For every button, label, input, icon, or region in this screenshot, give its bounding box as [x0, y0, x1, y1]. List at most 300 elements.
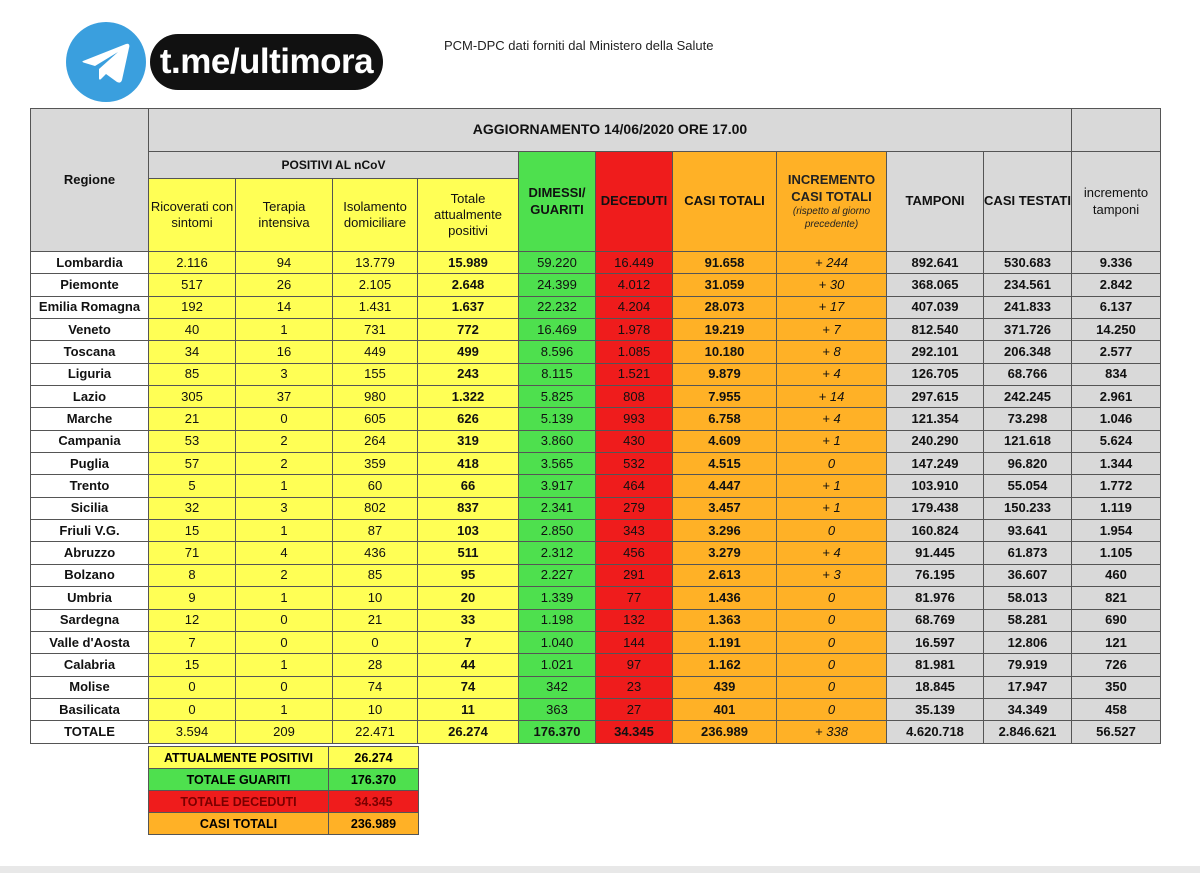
summary-value: 236.989	[329, 813, 419, 835]
table-row	[31, 520, 1161, 542]
cell-terapia: 37	[236, 386, 333, 408]
cell-tamponi: 407.039	[887, 296, 984, 318]
cell-casi: 3.457	[673, 497, 777, 519]
cell-casi: 1.162	[673, 654, 777, 676]
cell-incremento: + 1	[777, 475, 887, 497]
cell-totale: 772	[418, 319, 519, 341]
header-incremento	[777, 152, 887, 252]
cell-guariti: 5.825	[519, 386, 596, 408]
cell-ricoverati: 71	[149, 542, 236, 564]
cell-ricoverati: 57	[149, 453, 236, 475]
cell-inc-tamponi: 9.336	[1072, 252, 1161, 274]
cell-inc-tamponi: 1.119	[1072, 497, 1161, 519]
cell-ricoverati: 15	[149, 520, 236, 542]
cell-terapia: 26	[236, 274, 333, 296]
cell-terapia: 3	[236, 497, 333, 519]
cell-casi: 1.191	[673, 631, 777, 653]
cell-inc-tamponi: 2.577	[1072, 341, 1161, 363]
cell-testati: 371.726	[984, 319, 1072, 341]
cell-testati: 206.348	[984, 341, 1072, 363]
cell-totale: 20	[418, 587, 519, 609]
header-terapia: Terapia intensiva	[236, 179, 333, 252]
cell-regione: Piemonte	[31, 274, 149, 296]
cell-inc-tamponi: 56.527	[1072, 721, 1161, 743]
cell-totale: 1.637	[418, 296, 519, 318]
covid-data-table	[30, 108, 1161, 744]
cell-terapia: 3	[236, 363, 333, 385]
cell-terapia: 16	[236, 341, 333, 363]
cell-casi: 2.613	[673, 564, 777, 586]
cell-tamponi: 35.139	[887, 698, 984, 720]
cell-guariti: 1.040	[519, 631, 596, 653]
cell-deceduti: 532	[596, 453, 673, 475]
cell-incremento: 0	[777, 453, 887, 475]
cell-terapia: 1	[236, 475, 333, 497]
table-row	[31, 274, 1161, 296]
cell-totale: 26.274	[418, 721, 519, 743]
cell-casi: 10.180	[673, 341, 777, 363]
cell-testati: 530.683	[984, 252, 1072, 274]
cell-casi: 3.296	[673, 520, 777, 542]
cell-tamponi: 812.540	[887, 319, 984, 341]
cell-testati: 58.281	[984, 609, 1072, 631]
summary-label: TOTALE GUARITI	[149, 769, 329, 791]
cell-testati: 150.233	[984, 497, 1072, 519]
cell-deceduti: 808	[596, 386, 673, 408]
cell-testati: 36.607	[984, 564, 1072, 586]
cell-guariti: 5.139	[519, 408, 596, 430]
cell-regione: Campania	[31, 430, 149, 452]
cell-regione: Lazio	[31, 386, 149, 408]
cell-ricoverati: 7	[149, 631, 236, 653]
cell-ricoverati: 0	[149, 676, 236, 698]
cell-regione: Sardegna	[31, 609, 149, 631]
header-incremento-label: INCREMENTO CASI TOTALI	[787, 172, 876, 204]
cell-totale: 74	[418, 676, 519, 698]
cell-guariti: 342	[519, 676, 596, 698]
cell-regione: Marche	[31, 408, 149, 430]
header-deceduti: DECEDUTI	[596, 152, 673, 252]
cell-inc-tamponi: 460	[1072, 564, 1161, 586]
table-row	[31, 386, 1161, 408]
cell-testati: 96.820	[984, 453, 1072, 475]
cell-casi: 439	[673, 676, 777, 698]
cell-isolamento: 155	[333, 363, 418, 385]
cell-inc-tamponi: 458	[1072, 698, 1161, 720]
cell-guariti: 24.399	[519, 274, 596, 296]
cell-inc-tamponi: 690	[1072, 609, 1161, 631]
cell-deceduti: 144	[596, 631, 673, 653]
cell-totale: 33	[418, 609, 519, 631]
cell-deceduti: 291	[596, 564, 673, 586]
cell-testati: 73.298	[984, 408, 1072, 430]
cell-isolamento: 87	[333, 520, 418, 542]
cell-incremento: + 4	[777, 363, 887, 385]
cell-regione: Puglia	[31, 453, 149, 475]
cell-isolamento: 605	[333, 408, 418, 430]
header-totale-positivi: Totale attualmente positivi	[418, 179, 519, 252]
cell-isolamento: 60	[333, 475, 418, 497]
cell-tamponi: 68.769	[887, 609, 984, 631]
cell-totale: 626	[418, 408, 519, 430]
header-casi-testati: CASI TESTATI	[984, 152, 1072, 252]
table-row	[31, 721, 1161, 743]
cell-casi: 6.758	[673, 408, 777, 430]
cell-regione: Molise	[31, 676, 149, 698]
cell-ricoverati: 3.594	[149, 721, 236, 743]
cell-terapia: 2	[236, 453, 333, 475]
cell-incremento: + 338	[777, 721, 887, 743]
cell-isolamento: 22.471	[333, 721, 418, 743]
cell-guariti: 1.198	[519, 609, 596, 631]
cell-regione: Calabria	[31, 654, 149, 676]
cell-inc-tamponi: 14.250	[1072, 319, 1161, 341]
cell-deceduti: 993	[596, 408, 673, 430]
cell-ricoverati: 32	[149, 497, 236, 519]
cell-ricoverati: 12	[149, 609, 236, 631]
cell-totale: 66	[418, 475, 519, 497]
table-title: AGGIORNAMENTO 14/06/2020 ORE 17.00	[149, 109, 1072, 152]
cell-totale: 418	[418, 453, 519, 475]
cell-terapia: 1	[236, 587, 333, 609]
cell-terapia: 94	[236, 252, 333, 274]
cell-incremento: + 17	[777, 296, 887, 318]
cell-totale: 11	[418, 698, 519, 720]
cell-totale: 103	[418, 520, 519, 542]
cell-casi: 1.363	[673, 609, 777, 631]
header-dimessi: DIMESSI/ GUARITI	[519, 152, 596, 252]
cell-inc-tamponi: 121	[1072, 631, 1161, 653]
cell-testati: 58.013	[984, 587, 1072, 609]
table-row	[31, 698, 1161, 720]
cell-testati: 121.618	[984, 430, 1072, 452]
header-positivi-group: POSITIVI AL nCoV	[149, 152, 519, 179]
table-row	[31, 542, 1161, 564]
cell-casi: 9.879	[673, 363, 777, 385]
cell-guariti: 363	[519, 698, 596, 720]
cell-incremento: + 4	[777, 408, 887, 430]
summary-value: 26.274	[329, 747, 419, 769]
cell-guariti: 8.596	[519, 341, 596, 363]
cell-terapia: 0	[236, 631, 333, 653]
cell-inc-tamponi: 1.772	[1072, 475, 1161, 497]
cell-inc-tamponi: 350	[1072, 676, 1161, 698]
cell-regione: Abruzzo	[31, 542, 149, 564]
cell-ricoverati: 21	[149, 408, 236, 430]
cell-guariti: 8.115	[519, 363, 596, 385]
summary-table	[148, 746, 419, 835]
cell-tamponi: 81.976	[887, 587, 984, 609]
cell-totale: 2.648	[418, 274, 519, 296]
cell-tamponi: 81.981	[887, 654, 984, 676]
table-row	[31, 453, 1161, 475]
cell-totale: 95	[418, 564, 519, 586]
cell-tamponi: 103.910	[887, 475, 984, 497]
header-incremento-note: (rispetto al giorno precedente)	[792, 205, 871, 230]
cell-guariti: 2.850	[519, 520, 596, 542]
header-casi-totali: CASI TOTALI	[673, 152, 777, 252]
cell-testati: 93.641	[984, 520, 1072, 542]
cell-casi: 19.219	[673, 319, 777, 341]
cell-totale: 499	[418, 341, 519, 363]
cell-inc-tamponi: 2.842	[1072, 274, 1161, 296]
data-source: PCM-DPC dati forniti dal Ministero della Salute	[444, 38, 714, 53]
cell-totale: 319	[418, 430, 519, 452]
cell-testati: 34.349	[984, 698, 1072, 720]
cell-testati: 2.846.621	[984, 721, 1072, 743]
cell-deceduti: 16.449	[596, 252, 673, 274]
header-incremento-tamponi-label: incremento tamponi	[1083, 185, 1149, 217]
cell-isolamento: 85	[333, 564, 418, 586]
header-tamponi: TAMPONI	[887, 152, 984, 252]
cell-regione: Lombardia	[31, 252, 149, 274]
cell-terapia: 2	[236, 430, 333, 452]
table-row	[31, 408, 1161, 430]
summary-value: 34.345	[329, 791, 419, 813]
cell-deceduti: 1.521	[596, 363, 673, 385]
cell-terapia: 1	[236, 698, 333, 720]
cell-testati: 12.806	[984, 631, 1072, 653]
table-row	[31, 676, 1161, 698]
cell-casi: 4.515	[673, 453, 777, 475]
cell-tamponi: 91.445	[887, 542, 984, 564]
cell-tamponi: 292.101	[887, 341, 984, 363]
table-row	[31, 319, 1161, 341]
table-row	[31, 654, 1161, 676]
cell-tamponi: 16.597	[887, 631, 984, 653]
cell-deceduti: 279	[596, 497, 673, 519]
cell-ricoverati: 305	[149, 386, 236, 408]
cell-regione: Toscana	[31, 341, 149, 363]
cell-isolamento: 28	[333, 654, 418, 676]
cell-inc-tamponi: 1.105	[1072, 542, 1161, 564]
cell-deceduti: 132	[596, 609, 673, 631]
cell-testati: 79.919	[984, 654, 1072, 676]
cell-incremento: 0	[777, 676, 887, 698]
cell-inc-tamponi: 1.954	[1072, 520, 1161, 542]
cell-deceduti: 343	[596, 520, 673, 542]
summary-label: ATTUALMENTE POSITIVI	[149, 747, 329, 769]
cell-deceduti: 464	[596, 475, 673, 497]
header-incremento-tamponi	[1072, 152, 1161, 252]
cell-tamponi: 4.620.718	[887, 721, 984, 743]
header-regione: Regione	[31, 109, 149, 252]
header-ricoverati: Ricoverati con sintomi	[149, 179, 236, 252]
cell-incremento: + 4	[777, 542, 887, 564]
cell-guariti: 3.917	[519, 475, 596, 497]
cell-regione: Liguria	[31, 363, 149, 385]
cell-incremento: + 7	[777, 319, 887, 341]
cell-tamponi: 179.438	[887, 497, 984, 519]
cell-regione: Basilicata	[31, 698, 149, 720]
cell-totale: 7	[418, 631, 519, 653]
cell-ricoverati: 15	[149, 654, 236, 676]
cell-casi: 4.447	[673, 475, 777, 497]
cell-ricoverati: 85	[149, 363, 236, 385]
cell-terapia: 1	[236, 654, 333, 676]
cell-guariti: 2.312	[519, 542, 596, 564]
cell-incremento: + 1	[777, 497, 887, 519]
cell-inc-tamponi: 834	[1072, 363, 1161, 385]
cell-casi: 3.279	[673, 542, 777, 564]
cell-deceduti: 1.978	[596, 319, 673, 341]
cell-terapia: 209	[236, 721, 333, 743]
cell-inc-tamponi: 821	[1072, 587, 1161, 609]
cell-deceduti: 77	[596, 587, 673, 609]
cell-guariti: 3.565	[519, 453, 596, 475]
cell-terapia: 4	[236, 542, 333, 564]
cell-inc-tamponi: 726	[1072, 654, 1161, 676]
cell-isolamento: 10	[333, 698, 418, 720]
cell-incremento: 0	[777, 698, 887, 720]
cell-regione: Sicilia	[31, 497, 149, 519]
table-row	[31, 609, 1161, 631]
cell-regione: Valle d'Aosta	[31, 631, 149, 653]
cell-isolamento: 74	[333, 676, 418, 698]
cell-terapia: 1	[236, 319, 333, 341]
cell-incremento: + 3	[777, 564, 887, 586]
cell-deceduti: 430	[596, 430, 673, 452]
cell-inc-tamponi: 5.624	[1072, 430, 1161, 452]
header-blank	[1072, 109, 1161, 152]
cell-inc-tamponi: 2.961	[1072, 386, 1161, 408]
cell-ricoverati: 8	[149, 564, 236, 586]
cell-terapia: 14	[236, 296, 333, 318]
cell-casi: 7.955	[673, 386, 777, 408]
cell-guariti: 22.232	[519, 296, 596, 318]
cell-isolamento: 449	[333, 341, 418, 363]
cell-casi: 401	[673, 698, 777, 720]
bottom-strip	[0, 866, 1200, 873]
cell-guariti: 2.227	[519, 564, 596, 586]
cell-totale: 15.989	[418, 252, 519, 274]
cell-testati: 68.766	[984, 363, 1072, 385]
cell-regione: Emilia Romagna	[31, 296, 149, 318]
cell-isolamento: 436	[333, 542, 418, 564]
cell-isolamento: 0	[333, 631, 418, 653]
cell-isolamento: 1.431	[333, 296, 418, 318]
cell-incremento: 0	[777, 520, 887, 542]
cell-incremento: 0	[777, 609, 887, 631]
cell-ricoverati: 5	[149, 475, 236, 497]
cell-testati: 17.947	[984, 676, 1072, 698]
cell-tamponi: 160.824	[887, 520, 984, 542]
cell-totale: 511	[418, 542, 519, 564]
cell-totale: 1.322	[418, 386, 519, 408]
cell-ricoverati: 40	[149, 319, 236, 341]
cell-regione: Umbria	[31, 587, 149, 609]
table-row	[31, 430, 1161, 452]
cell-ricoverati: 2.116	[149, 252, 236, 274]
cell-tamponi: 240.290	[887, 430, 984, 452]
cell-isolamento: 10	[333, 587, 418, 609]
cell-guariti: 1.021	[519, 654, 596, 676]
cell-deceduti: 27	[596, 698, 673, 720]
summary-label: CASI TOTALI	[149, 813, 329, 835]
cell-ricoverati: 34	[149, 341, 236, 363]
cell-testati: 234.561	[984, 274, 1072, 296]
cell-incremento: 0	[777, 631, 887, 653]
channel-logo-text[interactable]: t.me/ultimora	[150, 34, 383, 90]
table-row	[31, 296, 1161, 318]
cell-deceduti: 4.012	[596, 274, 673, 296]
cell-inc-tamponi: 1.344	[1072, 453, 1161, 475]
cell-incremento: + 1	[777, 430, 887, 452]
cell-terapia: 0	[236, 408, 333, 430]
cell-regione: Trento	[31, 475, 149, 497]
cell-casi: 91.658	[673, 252, 777, 274]
cell-casi: 31.059	[673, 274, 777, 296]
summary-label: TOTALE DECEDUTI	[149, 791, 329, 813]
cell-guariti: 3.860	[519, 430, 596, 452]
cell-isolamento: 802	[333, 497, 418, 519]
summary-value: 176.370	[329, 769, 419, 791]
cell-incremento: 0	[777, 654, 887, 676]
cell-tamponi: 126.705	[887, 363, 984, 385]
cell-ricoverati: 9	[149, 587, 236, 609]
cell-ricoverati: 53	[149, 430, 236, 452]
telegram-logo-icon	[66, 22, 146, 102]
cell-casi: 4.609	[673, 430, 777, 452]
cell-tamponi: 297.615	[887, 386, 984, 408]
table-row	[31, 631, 1161, 653]
cell-regione: Bolzano	[31, 564, 149, 586]
cell-casi: 28.073	[673, 296, 777, 318]
cell-testati: 61.873	[984, 542, 1072, 564]
cell-isolamento: 13.779	[333, 252, 418, 274]
cell-casi: 236.989	[673, 721, 777, 743]
cell-incremento: + 8	[777, 341, 887, 363]
cell-incremento: 0	[777, 587, 887, 609]
cell-testati: 55.054	[984, 475, 1072, 497]
cell-incremento: + 14	[777, 386, 887, 408]
cell-testati: 241.833	[984, 296, 1072, 318]
cell-casi: 1.436	[673, 587, 777, 609]
cell-ricoverati: 192	[149, 296, 236, 318]
cell-ricoverati: 0	[149, 698, 236, 720]
cell-tamponi: 18.845	[887, 676, 984, 698]
cell-terapia: 0	[236, 609, 333, 631]
cell-isolamento: 980	[333, 386, 418, 408]
table-row	[31, 564, 1161, 586]
cell-inc-tamponi: 6.137	[1072, 296, 1161, 318]
cell-totale: 837	[418, 497, 519, 519]
cell-tamponi: 368.065	[887, 274, 984, 296]
cell-deceduti: 4.204	[596, 296, 673, 318]
cell-deceduti: 97	[596, 654, 673, 676]
cell-terapia: 1	[236, 520, 333, 542]
cell-deceduti: 456	[596, 542, 673, 564]
cell-testati: 242.245	[984, 386, 1072, 408]
cell-terapia: 0	[236, 676, 333, 698]
table-row	[31, 341, 1161, 363]
cell-guariti: 2.341	[519, 497, 596, 519]
table-row	[31, 497, 1161, 519]
cell-terapia: 2	[236, 564, 333, 586]
cell-deceduti: 23	[596, 676, 673, 698]
cell-ricoverati: 517	[149, 274, 236, 296]
cell-guariti: 1.339	[519, 587, 596, 609]
cell-guariti: 59.220	[519, 252, 596, 274]
cell-tamponi: 121.354	[887, 408, 984, 430]
cell-inc-tamponi: 1.046	[1072, 408, 1161, 430]
table-row	[31, 587, 1161, 609]
cell-deceduti: 34.345	[596, 721, 673, 743]
table-row	[31, 252, 1161, 274]
cell-incremento: + 30	[777, 274, 887, 296]
cell-totale: 243	[418, 363, 519, 385]
cell-isolamento: 264	[333, 430, 418, 452]
